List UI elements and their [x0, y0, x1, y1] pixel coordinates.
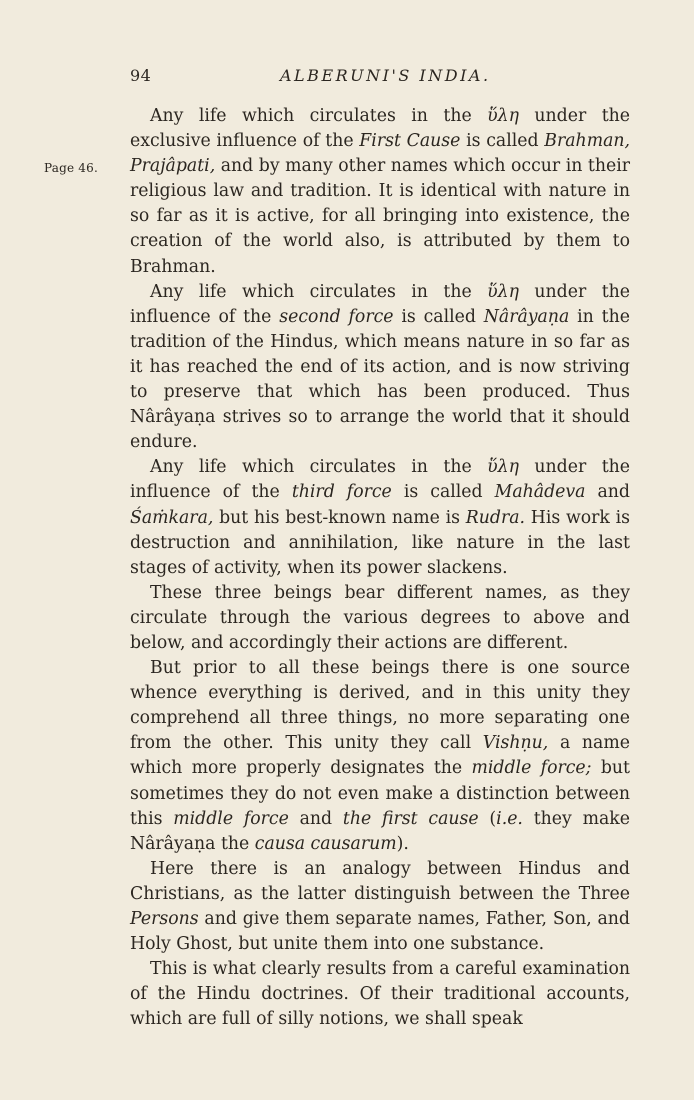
italic-text: the first cause — [342, 808, 479, 829]
italic-text: i.e. — [496, 808, 523, 829]
text-run: is called — [393, 306, 484, 327]
paragraph — [130, 581, 630, 656]
italic-text: Śaṁkara, — [130, 507, 214, 528]
text-run: and — [585, 482, 630, 503]
italic-text: Vishṇu, — [482, 733, 549, 754]
italic-text: ὕλη — [487, 281, 519, 302]
text-run: ( — [478, 808, 497, 829]
text-run: is called — [460, 131, 545, 152]
italic-text: middle force; — [471, 758, 592, 779]
text-run: a name which more properly designates the — [130, 733, 630, 779]
text-run: Any life which circulates in the — [150, 281, 488, 302]
text-run: is called — [391, 482, 495, 503]
italic-text: ὕλη — [487, 106, 519, 126]
page-number: 94 — [130, 66, 152, 85]
italic-text: Persons — [130, 909, 199, 929]
text-run: Any life which circulates in the — [150, 457, 488, 478]
text-run: Any life which circulates in the — [150, 106, 488, 126]
text-run: they make Nârâyaṇa the — [130, 808, 630, 854]
italic-text: Rudra. — [465, 507, 526, 528]
italic-text: Brahman, Prajâpati, — [130, 131, 631, 177]
text-run: These three beings bear different names, as they circulate through the various degrees to above and below, and accordingly their actions are different. — [130, 582, 630, 653]
text-run: and — [288, 808, 343, 829]
paragraph — [130, 656, 630, 857]
text-run: under the influence of the — [130, 281, 630, 327]
text-run: ). — [396, 833, 409, 854]
paragraph — [130, 455, 630, 580]
text-run: in the tradition of the Hindus, which means nature in so far as it has reached the end of its action, and is now striving to preserve that which has been produced. Thus Nârâyaṇa strives so to arrange the world that it should endure. — [130, 306, 630, 453]
text-run: and by many other names which occur in their religious law and tradition. It is identical with nature in so far as it is active, for all bringing into existence, the creation of the world also, is attributed by them to Brahman. — [130, 156, 630, 277]
text-run: but his best-known name is — [213, 507, 466, 528]
italic-text: ὕλη — [487, 457, 519, 478]
italic-text: First Cause — [359, 131, 461, 152]
margin-page-reference: Page 46. — [44, 161, 98, 175]
italic-text: middle force — [173, 808, 289, 829]
italic-text: second force — [279, 306, 394, 327]
text-run: under the exclusive influence of the — [130, 106, 630, 152]
text-run: Here there is an analogy between Hindus and Christians, as the latter distinguish between the Three — [130, 858, 630, 904]
italic-text: third force — [291, 482, 392, 503]
text-run: under the influence of the — [130, 457, 630, 503]
body-text — [130, 104, 630, 1032]
italic-text: Mahâdeva — [494, 482, 586, 503]
text-run: but sometimes they do not even make a distinction between this — [130, 758, 630, 829]
paragraph — [130, 280, 630, 456]
italic-text: Nârâyaṇa — [483, 306, 570, 327]
italic-text: causa causarum — [254, 833, 397, 854]
page-header — [130, 66, 630, 90]
text-run: But prior to all these beings there is one source whence everything is derived, and in this unity they comprehend all three things, no more separating one from the other. This unity they call — [130, 658, 630, 754]
paragraph — [130, 857, 630, 957]
text-run: and give them separate names, Father, Son, and Holy Ghost, but unite them into one substance. — [130, 909, 630, 955]
paragraph — [130, 104, 630, 280]
paragraph — [130, 957, 630, 1032]
running-title: ALBERUNI'S INDIA. — [280, 66, 491, 85]
text-run: This is what clearly results from a careful examination of the Hindu doctrines. Of their traditional accounts, which are full of silly notions, we shall speak — [130, 959, 630, 1030]
text-run: His work is destruction and annihilation, like nature in the last stages of activity, when its power slackens. — [130, 507, 630, 578]
